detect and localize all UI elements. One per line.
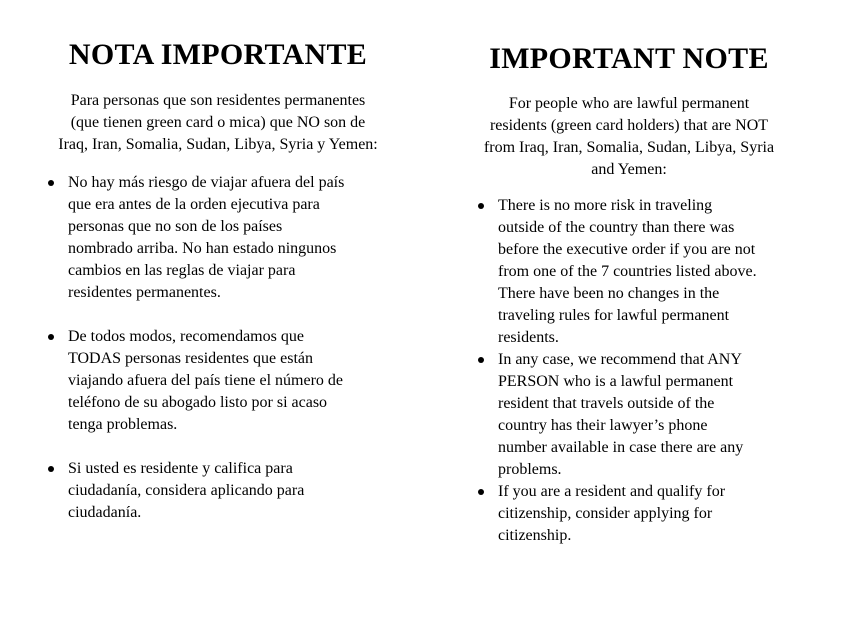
english-bullet-list: [476, 195, 796, 547]
bullet-line: viajando afuera del país tiene el número de: [68, 372, 343, 389]
bullet-line: que era antes de la orden ejecutiva para: [68, 196, 320, 213]
bullet-line: country has their lawyer’s phone: [498, 417, 708, 434]
bullet-line: ciudadanía, considera aplicando para: [68, 482, 305, 499]
intro-line: from Iraq, Iran, Somalia, Sudan, Libya, Syria: [483, 139, 775, 156]
bullet-line: In any case, we recommend that ANY: [498, 351, 742, 368]
bullet-line: There have been no changes in the: [498, 285, 720, 302]
bullet-item: [476, 349, 796, 481]
bullet-line: nombrado arriba. No han estado ningunos: [68, 240, 337, 257]
bullet-line: outside of the country than there was: [498, 219, 735, 236]
bullet-dot-icon: [478, 357, 484, 363]
intro-line: and Yemen:: [591, 161, 667, 178]
bullet-item: [46, 172, 396, 304]
bullet-line: from one of the 7 countries listed above.: [498, 263, 757, 280]
bullet-line: personas que no son de los países: [68, 218, 283, 235]
bullet-item: [476, 481, 796, 547]
bullet-line: citizenship, consider applying for: [498, 505, 713, 522]
bullet-item: [46, 458, 396, 524]
english-intro: [454, 93, 804, 181]
bullet-line: ciudadanía.: [68, 504, 142, 521]
bullet-item: [46, 326, 396, 436]
bullet-line: tenga problemas.: [68, 416, 178, 433]
bullet-dot-icon: [478, 489, 484, 495]
bullet-dot-icon: [48, 334, 54, 340]
bullet-line: problems.: [498, 461, 562, 478]
bullet-line: resident that travels outside of the: [498, 395, 715, 412]
intro-line: (que tienen green card o mica) que NO son de: [70, 114, 366, 131]
spanish-title: NOTA IMPORTANTE: [68, 38, 368, 71]
bullet-line: number available in case there are any: [498, 439, 744, 456]
intro-line: residents (green card holders) that are NOT: [489, 117, 769, 134]
bullet-line: traveling rules for lawful permanent: [498, 307, 730, 324]
bullet-item: [476, 195, 796, 349]
bullet-line: before the executive order if you are not: [498, 241, 756, 258]
bullet-line: TODAS personas residentes que están: [68, 350, 313, 367]
bullet-line: No hay más riesgo de viajar afuera del país: [68, 174, 345, 191]
bullet-line: Si usted es residente y califica para: [68, 460, 293, 477]
bullet-line: residentes permanentes.: [68, 284, 221, 301]
bullet-dot-icon: [48, 466, 54, 472]
intro-line: Para personas que son residentes permanentes: [70, 92, 366, 109]
bullet-line: De todos modos, recomendamos que: [68, 328, 304, 345]
bullet-dot-icon: [478, 203, 484, 209]
bullet-dot-icon: [48, 180, 54, 186]
intro-line: Iraq, Iran, Somalia, Sudan, Libya, Syria y Yemen:: [58, 136, 378, 153]
bullet-line: citizenship.: [498, 527, 572, 544]
bullet-line: There is no more risk in traveling: [498, 197, 713, 214]
spanish-intro: [22, 90, 414, 156]
bullet-line: teléfono de su abogado listo por si acaso: [68, 394, 328, 411]
bullet-line: If you are a resident and qualify for: [498, 483, 726, 500]
intro-line: For people who are lawful permanent: [508, 95, 750, 112]
bullet-line: cambios en las reglas de viajar para: [68, 262, 296, 279]
bullet-line: PERSON who is a lawful permanent: [498, 373, 734, 390]
bullet-line: residents.: [498, 329, 559, 346]
english-title: IMPORTANT NOTE: [489, 42, 769, 75]
spanish-bullet-list: [46, 172, 396, 524]
